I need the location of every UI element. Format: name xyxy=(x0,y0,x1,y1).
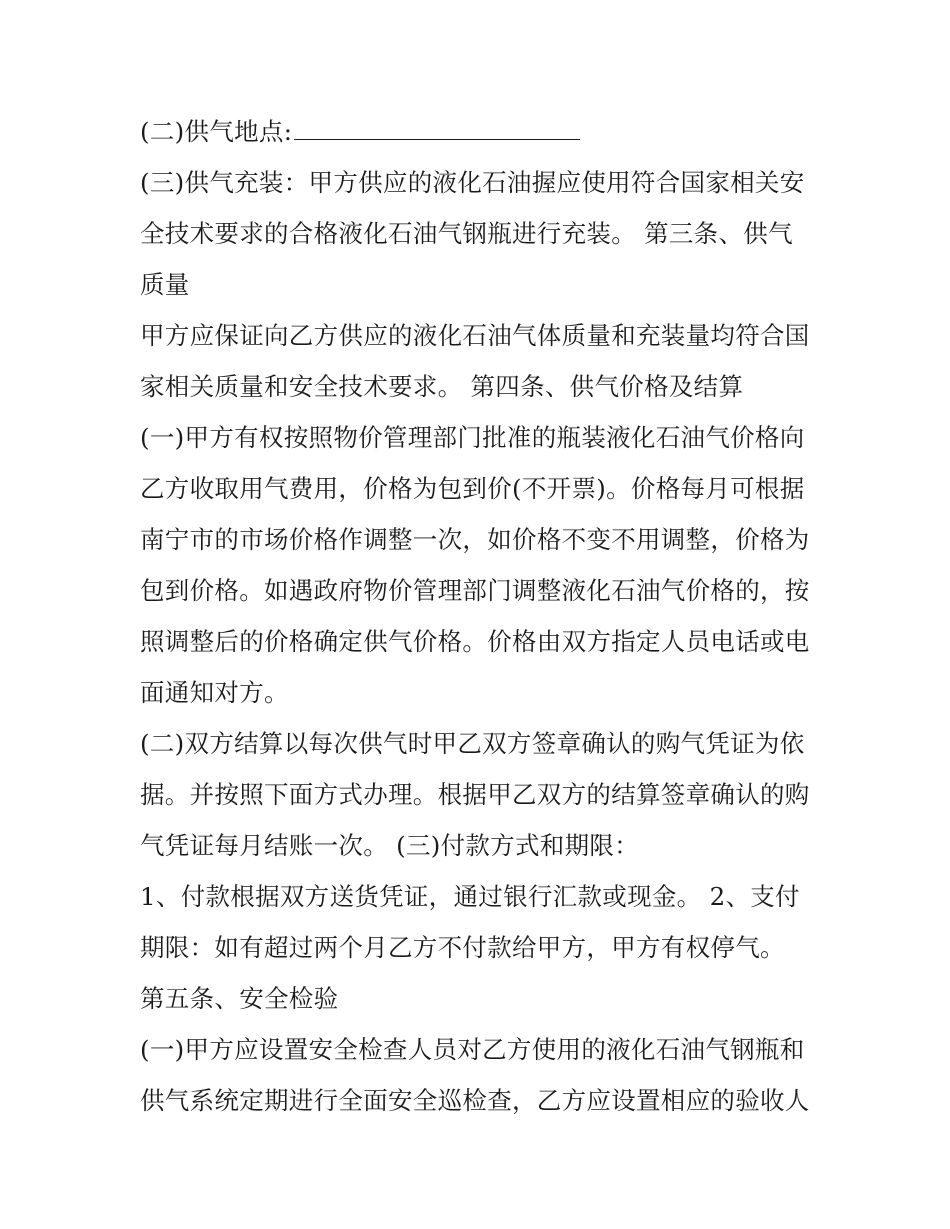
text-line: 据。并按照下面方式办理。根据甲乙双方的结算签章确认的购 xyxy=(140,780,810,809)
fill-in-blank xyxy=(294,117,580,140)
text-line: 第五条、安全检验 xyxy=(140,984,339,1013)
text-line: 气凭证每月结账一次。 (三)付款方式和期限： xyxy=(140,831,640,860)
text-line: 全技术要求的合格液化石油气钢瓶进行充装。 第三条、供气 xyxy=(140,219,793,248)
text-line: 甲方应保证向乙方供应的液化石油气体质量和充装量均符合国 xyxy=(140,321,810,350)
text-line: (二)双方结算以每次供气时甲乙双方签章确认的购气凭证为依 xyxy=(140,729,805,758)
text-line: 南宁市的市场价格作调整一次，如价格不变不用调整，价格为 xyxy=(140,525,810,554)
text-line: 面通知对方。 xyxy=(140,678,289,707)
text-line: 质量 xyxy=(140,270,190,299)
text-line-supply-location xyxy=(140,106,820,157)
text-line: (三)供气充装：甲方供应的液化石油握应使用符合国家相关安 xyxy=(140,168,805,197)
text-line-label: (二)供气地点: xyxy=(140,117,293,146)
text-line: (一)甲方有权按照物价管理部门批准的瓶装液化石油气价格向 xyxy=(140,423,805,452)
text-line: 期限：如有超过两个月乙方不付款给甲方，甲方有权停气。 xyxy=(140,933,785,962)
text-line: (一)甲方应设置安全检查人员对乙方使用的液化石油气钢瓶和 xyxy=(140,1035,805,1064)
text-line: 乙方收取用气费用，价格为包到价(不开票)。价格每月可根据 xyxy=(140,474,805,503)
text-line: 供气系统定期进行全面安全巡检查，乙方应设置相应的验收人 xyxy=(140,1086,810,1115)
text-line: 1、付款根据双方送货凭证，通过银行汇款或现金。 2、支付 xyxy=(140,882,800,911)
text-line: 照调整后的价格确定供气价格。价格由双方指定人员电话或电 xyxy=(140,627,810,656)
text-line: 包到价格。如遇政府物价管理部门调整液化石油气价格的，按 xyxy=(140,576,810,605)
text-line: 家相关质量和安全技术要求。 第四条、供气价格及结算 xyxy=(140,372,744,401)
document-body xyxy=(140,106,820,1126)
